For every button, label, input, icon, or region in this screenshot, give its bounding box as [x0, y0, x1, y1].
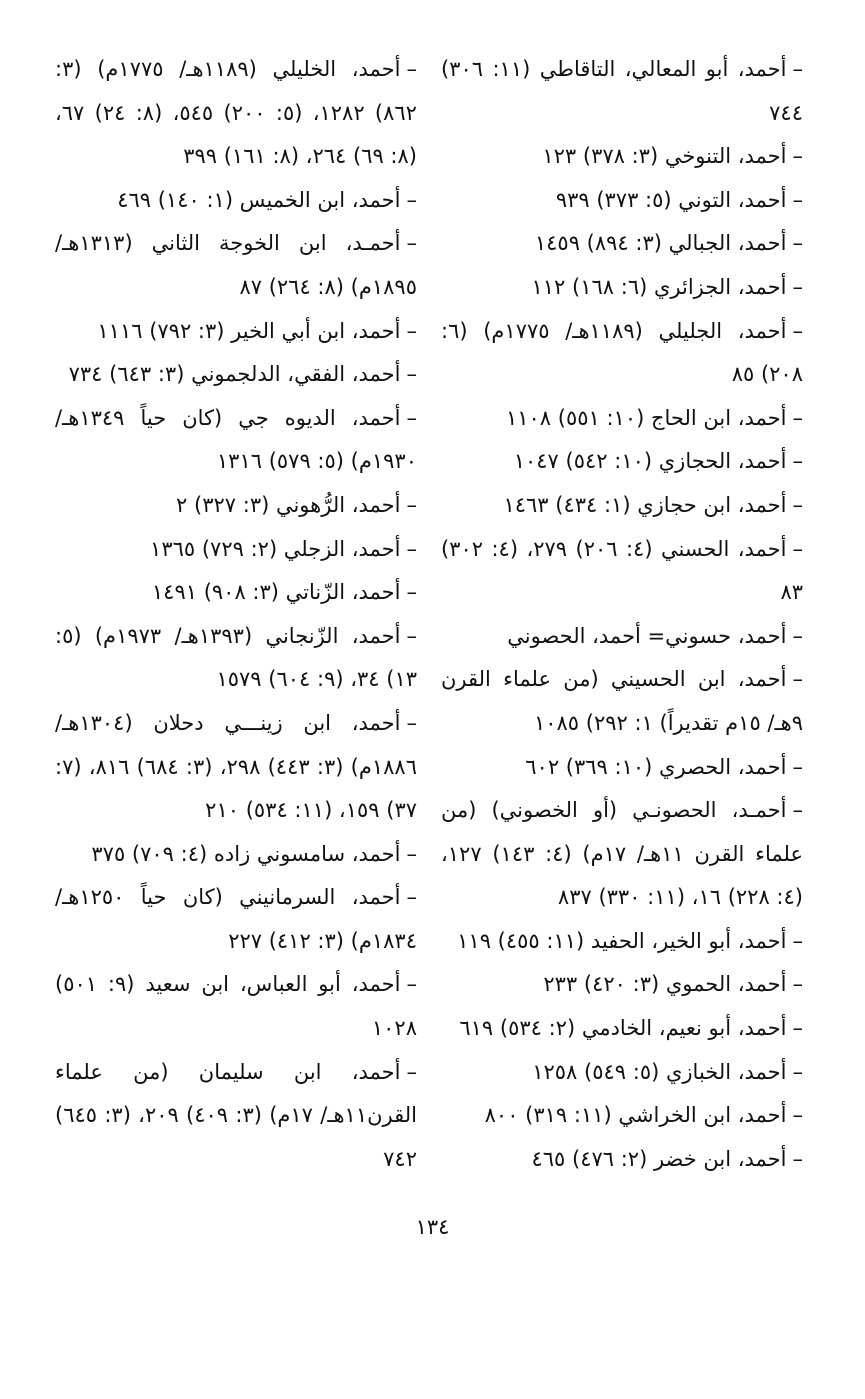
entry-text: أحمـد، ابن الخوجة الثاني (١٣١٣هـ/ ١٨٩٥م) (٨: ٢٦٤) ٨٧: [55, 231, 417, 299]
entry-dash: –: [792, 492, 803, 517]
page-number: ١٣٤: [415, 1215, 450, 1239]
entry-text: أحمد، الزّنجاني (١٣٩٣هـ/ ١٩٧٣م) (٥: ١٣) ٣٤، (٩: ٦٠٤) ١٥٧٩: [55, 623, 417, 692]
entry-text: أحمد، ابن زينـــي دحلان (١٣٠٤هـ/ ١٨٨٦م) (٣: ٤٤٣) ٢٩٨، (٣: ٦٨٤) ٨١٦، (٧: ٣٧) ١٥٩، (١١: ٥٣٤) ٢١٠: [55, 710, 417, 823]
index-entry: [441, 310, 803, 397]
entry-text: أحمد، الجزائري (٦: ١٦٨) ١١٢: [531, 274, 787, 299]
entry-dash: –: [792, 798, 803, 823]
index-entry: [441, 1094, 803, 1138]
index-entry: [55, 179, 417, 223]
entry-dash: –: [406, 972, 417, 997]
entry-text: أحمد، الجبالي (٣: ٨٩٤) ١٤٥٩: [534, 231, 787, 256]
entry-text: أحمـد، الحصونـي (أو الخصوني) (من علماء القرن ١١هـ/ ١٧م) (٤: ١٤٣) ١٢٧، (٤: ٢٢٨) ١٦، (١١: ٣٣٠) ٨٣٧: [441, 798, 803, 910]
entry-dash: –: [406, 57, 417, 81]
entry-dash: –: [406, 405, 417, 430]
entry-dash: –: [406, 362, 417, 387]
entry-text: أحمد، الحجازي (١٠: ٥٤٢) ١٠٤٧: [513, 449, 787, 474]
entry-dash: –: [406, 492, 417, 517]
entry-text: أحمد، الحصري (١٠: ٣٦٩) ٦٠٢: [525, 754, 787, 779]
entry-text: أحمد، التوني (٥: ٣٧٣) ٩٣٩: [555, 187, 787, 212]
entry-dash: –: [792, 754, 803, 779]
entry-dash: –: [792, 928, 803, 953]
index-entry: [55, 702, 417, 833]
index-entry: [441, 1051, 803, 1095]
entry-dash: –: [406, 580, 417, 605]
entry-text: أحمد، سامسوني زاده (٤: ٧٠٩) ٣٧٥: [91, 841, 401, 866]
entry-text: أحمد، الرُّهوني (٣: ٣٢٧) ٢: [176, 492, 401, 517]
entry-dash: –: [406, 187, 417, 212]
index-entry: [55, 222, 417, 309]
entry-text: أحمد، أبو المعالي، التاقاطي (١١: ٣٠٦) ٧٤٤: [441, 57, 803, 125]
index-column-right: [441, 48, 803, 1181]
index-entry: [441, 1138, 803, 1182]
entry-text: أحمد، الجليلي (١١٨٩هـ/ ١٧٧٥م) (٦: ٢٠٨) ٨٥: [441, 318, 803, 387]
entry-dash: –: [792, 449, 803, 474]
index-entry: [55, 615, 417, 702]
entry-text: أحمد، ابن الحاج (١٠: ٥٥١) ١١٠٨: [505, 405, 787, 430]
entry-dash: –: [406, 318, 417, 343]
entry-text: أحمد، ابن خضر (٢: ٤٧٦) ٤٦٥: [531, 1146, 787, 1171]
entry-text: أحمد، السرمانيني (كان حياً ١٢٥٠هـ/ ١٨٣٤م) (٣: ٤١٢) ٢٢٧: [55, 885, 417, 953]
entry-dash: –: [792, 405, 803, 430]
index-entry: [441, 920, 803, 964]
entry-text: أحمد، الديوه جي (كان حياً ١٣٤٩هـ/ ١٩٣٠م) (٥: ٥٧٩) ١٣١٦: [55, 405, 417, 474]
index-entry: [55, 528, 417, 572]
index-entry: [441, 484, 803, 528]
entry-dash: –: [792, 274, 803, 299]
entry-text: أحمد، الزجلي (٢: ٧٢٩) ١٣٦٥: [150, 536, 401, 561]
entry-dash: –: [792, 144, 803, 169]
index-entry: [55, 1051, 417, 1182]
index-entry: [441, 963, 803, 1007]
index-entry: [441, 266, 803, 310]
entry-text: أحمد، حسوني= أحمد، الحصوني: [507, 623, 787, 648]
entry-text: أحمد، التنوخي (٣: ٣٧٨) ١٢٣: [542, 144, 787, 169]
entry-text: أحمد، ابن الخميس (١: ١٤٠) ٤٦٩: [117, 187, 401, 212]
entry-dash: –: [406, 623, 417, 648]
entry-text: أحمد، الخبازي (٥: ٥٤٩) ١٢٥٨: [532, 1059, 787, 1084]
entry-text: أحمد، الفقي، الدلجموني (٣: ٦٤٣) ٧٣٤: [68, 362, 401, 387]
index-entry: [441, 528, 803, 615]
entry-text: أحمد، أبو الخير، الحفيد (١١: ٤٥٥) ١١٩: [457, 928, 787, 953]
entry-text: أحمد، ابن الحسيني (من علماء القرن ٩هـ/ ١٥م تقديراً) ١: ٢٩٢) ١٠٨٥: [441, 667, 803, 735]
index-entry: [55, 484, 417, 528]
entry-text: أحمد، ابن أبي الخير (٣: ٧٩٢) ١١١٦: [97, 318, 401, 343]
entry-text: أحمد، ابن حجازي (١: ٤٣٤) ١٤٦٣: [503, 492, 787, 517]
index-entry: [55, 310, 417, 354]
index-column-left: [55, 48, 417, 1181]
index-entry: [55, 963, 417, 1050]
entry-dash: –: [406, 841, 417, 866]
index-entry: [441, 746, 803, 790]
index-entry: [441, 179, 803, 223]
index-entry: [441, 48, 803, 135]
index-entry: [441, 615, 803, 659]
entry-dash: –: [406, 536, 417, 561]
entry-text: أحمد، ابن الخراشي (١١: ٣١٩) ٨٠٠: [484, 1103, 787, 1128]
index-entry: [441, 658, 803, 745]
entry-dash: –: [792, 57, 803, 81]
entry-dash: –: [792, 972, 803, 997]
index-entry: [55, 48, 417, 179]
index-entry: [55, 833, 417, 877]
entry-dash: –: [792, 536, 803, 561]
entry-text: أحمد، أبو العباس، ابن سعيد (٩: ٥٠١) ١٠٢٨: [55, 972, 417, 1041]
entry-text: أحمد، الحموي (٣: ٤٢٠) ٢٣٣: [543, 972, 787, 997]
entry-dash: –: [792, 318, 803, 343]
entry-dash: –: [792, 1016, 803, 1041]
entry-dash: –: [792, 667, 803, 692]
entry-dash: –: [406, 231, 417, 256]
entry-dash: –: [792, 231, 803, 256]
entry-text: أحمد، الحسني (٤: ٢٠٦) ٢٧٩، (٤: ٣٠٢) ٨٣: [441, 536, 803, 605]
index-entry: [441, 1007, 803, 1051]
entry-dash: –: [792, 623, 803, 648]
entry-dash: –: [792, 1059, 803, 1084]
index-entry: [441, 397, 803, 441]
entry-text: أحمد، أبو نعيم، الخادمي (٢: ٥٣٤) ٦١٩: [459, 1016, 787, 1041]
entry-dash: –: [406, 885, 417, 910]
entry-text: أحمد، ابن سليمان (من علماء القرن١١هـ/ ١٧م) (٣: ٤٠٩) ٢٠٩، (٣: ٦٤٥) ٧٤٢: [55, 1059, 417, 1171]
entry-dash: –: [792, 1103, 803, 1128]
entry-text: أحمد، الخليلي (١١٨٩هـ/ ١٧٧٥م) (٣: ٨٦٢) ١٢٨٢، (٥: ٢٠٠) ٥٤٥، (٨: ٢٤) ٦٧، (٨: ٦٩) ٢٦٤، (٨: ١٦١) ٣٩٩: [55, 57, 417, 169]
index-entry: [441, 440, 803, 484]
entry-dash: –: [792, 187, 803, 212]
entry-dash: –: [406, 710, 417, 735]
index-entry: [55, 397, 417, 484]
index-entry: [441, 222, 803, 266]
entry-text: أحمد، الزّناتي (٣: ٩٠٨) ١٤٩١: [151, 580, 401, 605]
index-entry: [55, 571, 417, 615]
index-entry: [55, 876, 417, 963]
entry-dash: –: [406, 1059, 417, 1084]
index-entry: [441, 135, 803, 179]
index-entry: [55, 353, 417, 397]
index-entry: [441, 789, 803, 920]
entry-dash: –: [792, 1146, 803, 1171]
